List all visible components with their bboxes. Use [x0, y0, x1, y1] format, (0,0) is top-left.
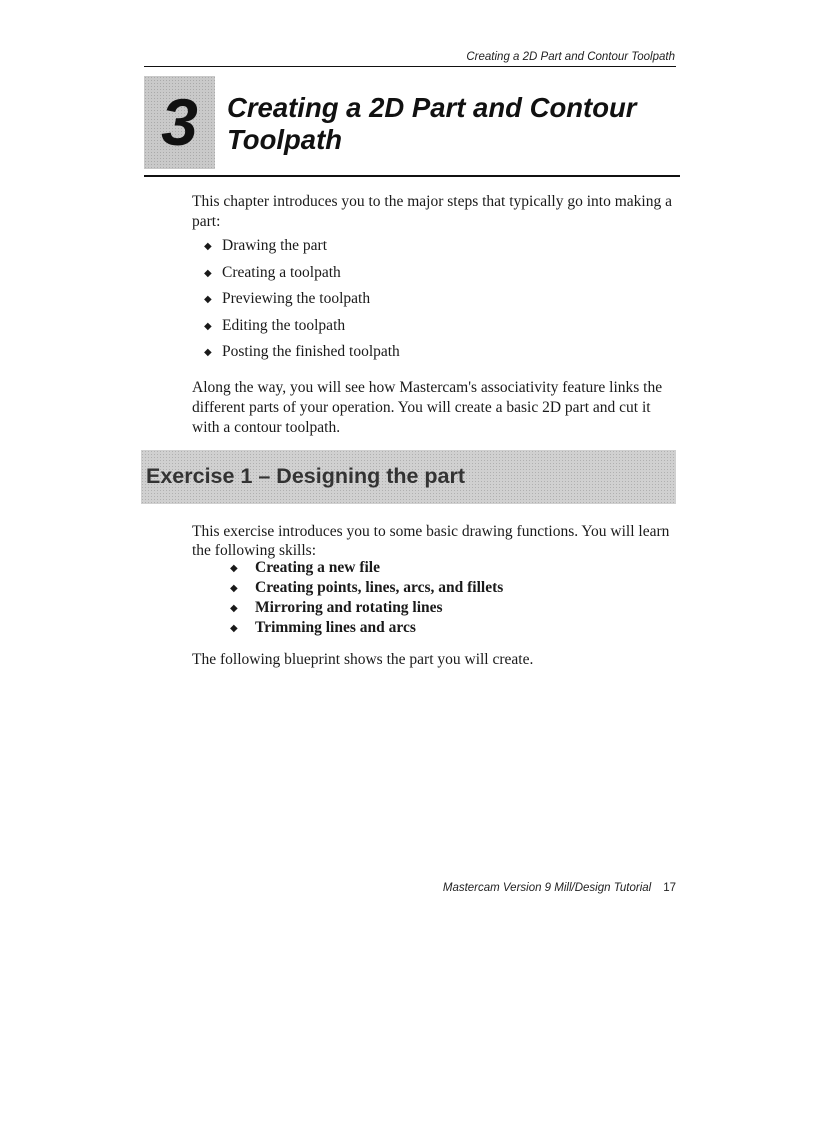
diamond-bullet-icon: ◆ [204, 241, 212, 252]
diamond-bullet-icon: ◆ [230, 623, 238, 634]
intro-bullet-list [204, 236, 400, 369]
list-item-label: Posting the finished toolpath [222, 343, 400, 360]
header-rule [144, 66, 676, 67]
list-item-label: Previewing the toolpath [222, 290, 371, 307]
list-item [230, 578, 503, 598]
blueprint-caption: The following blueprint shows the part you will create. [192, 651, 534, 668]
closing-paragraph: Along the way, you will see how Mastercam's associativity feature links the different parts of your operation. You will create a basic 2D part and cut it with a contour toolpath. [192, 379, 663, 436]
list-item [204, 316, 400, 343]
list-item-label: Mirroring and rotating lines [255, 599, 443, 616]
list-item [204, 236, 400, 263]
exercise-heading: Exercise 1 – Designing the part [146, 464, 466, 488]
list-item [230, 618, 503, 638]
list-item-label: Trimming lines and arcs [255, 619, 416, 636]
page-number: 17 [663, 882, 676, 894]
diamond-bullet-icon: ◆ [230, 563, 238, 574]
intro-paragraph: This chapter introduces you to the major steps that typically go into making a part: [192, 193, 672, 230]
list-item-label: Drawing the part [222, 237, 328, 254]
diamond-bullet-icon: ◆ [230, 603, 238, 614]
list-item [230, 558, 503, 578]
diamond-bullet-icon: ◆ [204, 294, 212, 305]
diamond-bullet-icon: ◆ [204, 320, 212, 332]
diamond-bullet-icon: ◆ [204, 347, 212, 358]
diamond-bullet-icon: ◆ [230, 583, 238, 594]
chapter-number: 3 [161, 85, 198, 159]
chapter-rule [144, 175, 680, 177]
list-item-label: Editing the toolpath [222, 316, 346, 334]
list-item-label: Creating a new file [255, 559, 380, 576]
diamond-bullet-icon: ◆ [204, 267, 212, 279]
footer-title: Mastercam Version 9 Mill/Design Tutorial [442, 882, 652, 894]
list-item-label: Creating points, lines, arcs, and fillets [255, 579, 504, 596]
list-item-label: Creating a toolpath [222, 263, 341, 281]
list-item [204, 263, 400, 290]
exercise-intro: This exercise introduces you to some basic drawing functions. You will learn the following skills: [192, 523, 670, 559]
skills-list [230, 558, 503, 638]
list-item [204, 289, 400, 316]
list-item [230, 598, 503, 618]
chapter-title: Creating a 2D Part and Contour Toolpath [227, 92, 637, 155]
page-footer [443, 882, 676, 894]
list-item [204, 342, 400, 369]
running-header: Creating a 2D Part and Contour Toolpath [466, 51, 675, 63]
